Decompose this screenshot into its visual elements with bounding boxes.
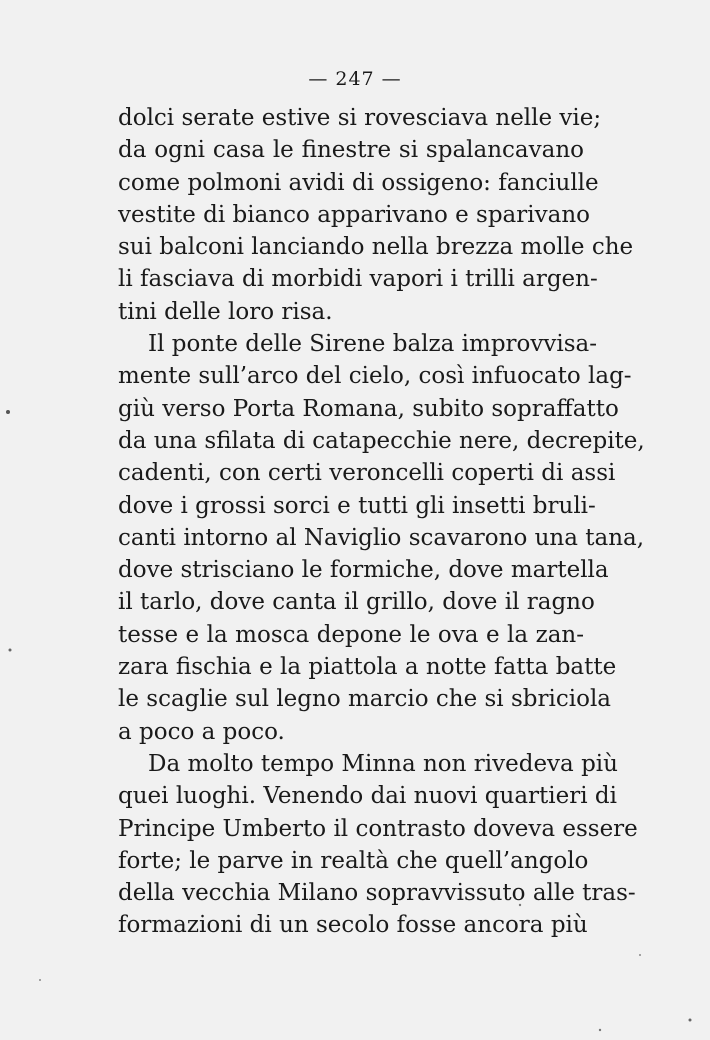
- text-line: da ogni casa le finestre si spalancavano: [118, 137, 584, 164]
- text-line: giù verso Porta Romana, subito sopraffatto: [118, 395, 619, 422]
- text-line: Da molto tempo Minna non rivedeva più: [148, 750, 618, 777]
- text-line: cadenti, con certi veroncelli coperti di assi: [118, 460, 616, 487]
- text-line: quei luoghi. Venendo dai nuovi quartieri di: [118, 783, 618, 810]
- paragraph: [118, 102, 634, 328]
- text-line: tesse e la mosca depone le ova e la zan-: [118, 621, 584, 648]
- text-line: tini delle loro risa.: [118, 298, 333, 325]
- body-text: [118, 102, 645, 942]
- text-line: dolci serate estive si rovesciava nelle vie;: [118, 105, 602, 131]
- text-line: a poco a poco.: [118, 718, 285, 745]
- text-line: dove i grossi sorci e tutti gli insetti bruli-: [118, 492, 596, 519]
- text-line: formazioni di un secolo fosse ancora più: [118, 912, 588, 939]
- text-line: da una sfilata di catapecchie nere, decrepite,: [118, 427, 645, 454]
- text-line: mente sull’arco del cielo, così infuocato lag-: [118, 363, 632, 390]
- text-line: zara fischia e la piattola a notte fatta batte: [118, 654, 617, 681]
- text-line: vestite di bianco apparivano e sparivano: [118, 201, 590, 228]
- text-line: della vecchia Milano sopravvissuto alle tras-: [118, 880, 636, 907]
- page-number: — 247 —: [308, 68, 402, 90]
- text-line: dove strisciano le formiche, dove martella: [118, 557, 609, 584]
- text-line: le scaglie sul legno marcio che si sbriciola: [118, 686, 612, 713]
- text-line: Principe Umberto il contrasto doveva essere: [118, 815, 638, 842]
- text-line: come polmoni avidi di ossigeno: fanciulle: [118, 169, 599, 196]
- text-line: forte; le parve in realtà che quell’angolo: [118, 847, 589, 874]
- text-line: canti intorno al Naviglio scavarono una tana,: [118, 524, 645, 551]
- paragraph: [118, 748, 638, 942]
- text-line: sui balconi lanciando nella brezza molle che: [118, 234, 634, 261]
- paragraph: [118, 328, 645, 748]
- text-line: il tarlo, dove canta il grillo, dove il ragno: [118, 589, 595, 616]
- text-line: Il ponte delle Sirene balza improvvisa-: [148, 331, 598, 358]
- text-line: li fasciava di morbidi vapori i trilli argen-: [118, 266, 598, 293]
